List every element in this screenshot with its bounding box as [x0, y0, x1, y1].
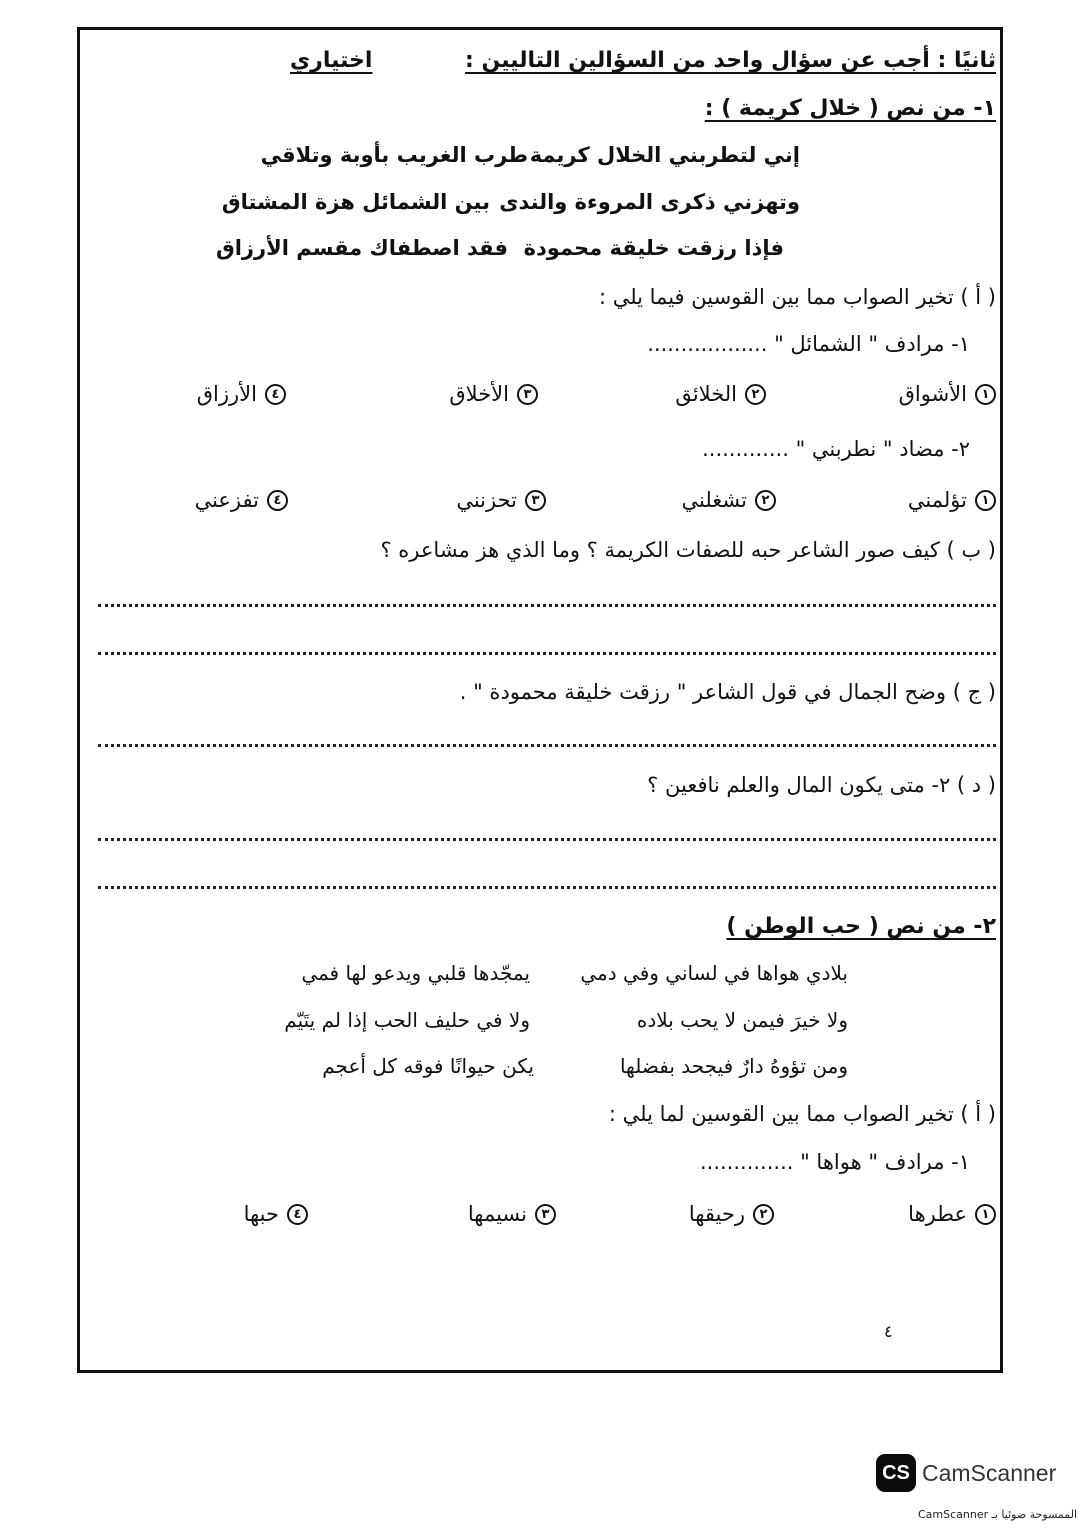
q1-option-1[interactable] — [899, 382, 996, 406]
option-text: الأخلاق — [449, 382, 509, 406]
q2-option-1[interactable] — [908, 488, 996, 512]
option-number: ٤ — [267, 490, 288, 511]
answer-line[interactable] — [98, 652, 996, 655]
option-number: ٣ — [525, 490, 546, 511]
option-number: ٢ — [753, 1204, 774, 1225]
option-number: ٣ — [535, 1204, 556, 1225]
option-text: رحيقها — [688, 1202, 745, 1226]
s2-verse2-first-half: ولا خيرَ فيمن لا يحب بلاده — [636, 1008, 848, 1032]
q2-option-2[interactable] — [681, 488, 776, 512]
q1-option-2[interactable] — [675, 382, 766, 406]
question-a-intro: ( أ ) تخير الصواب مما بين القوسين فيما يلي : — [598, 285, 996, 309]
question-b: ( ب ) كيف صور الشاعر حبه للصفات الكريمة ؟ وما الذي هز مشاعره ؟ — [380, 538, 996, 562]
option-number: ٢ — [755, 490, 776, 511]
option-text: تفزعني — [194, 488, 259, 512]
answer-line[interactable] — [98, 886, 996, 889]
question-c: ( ج ) وضح الجمال في قول الشاعر " رزقت خليقة محمودة " . — [459, 680, 996, 704]
s2-q1-option-4[interactable] — [244, 1202, 308, 1226]
s2-q1-option-3[interactable] — [468, 1202, 556, 1226]
option-number: ٤ — [265, 384, 286, 405]
option-text: الأرزاق — [196, 382, 257, 406]
option-text: نسيمها — [467, 1202, 527, 1226]
s2-verse3-second-half: يكن حيوانًا فوقه كل أعجم — [322, 1054, 534, 1078]
s2-question-a-intro: ( أ ) تخير الصواب مما بين القوسين لما يلي : — [608, 1102, 996, 1126]
option-number: ٢ — [745, 384, 766, 405]
s2-q1-option-1[interactable] — [908, 1202, 996, 1226]
option-text: الخلائق — [675, 382, 737, 406]
s2-verse2-second-half: ولا في حليف الحب إذا لم يتَيّم — [284, 1008, 530, 1032]
option-number: ١ — [975, 1204, 996, 1225]
verse1-second-half: طرب الغريب بأوبة وتلاقي — [260, 143, 528, 167]
answer-line[interactable] — [98, 838, 996, 841]
option-text: تحزنني — [456, 488, 517, 512]
option-text: تؤلمني — [907, 488, 967, 512]
question-a2: ٢- مضاد " نطربني " ............. — [702, 437, 970, 461]
section-title: ثانيًا : أجب عن سؤال واحد من السؤالين التاليين : — [465, 48, 996, 73]
option-text: حبها — [243, 1202, 279, 1226]
q1-option-4[interactable] — [197, 382, 286, 406]
question-a1: ١- مرادف " الشمائل " .................. — [647, 332, 970, 356]
page-number: ٤ — [884, 1322, 893, 1341]
s2-verse1-first-half: بلادي هواها في لساني وفي دمي — [580, 961, 848, 985]
s2-verse1-second-half: يمجّدها قلبي ويدعو لها فمي — [301, 961, 530, 985]
optional-label: اختياري — [290, 48, 373, 73]
camscanner-brand: CamScanner — [922, 1460, 1057, 1486]
option-number: ١ — [975, 384, 996, 405]
option-text: عطرها — [908, 1202, 967, 1226]
q2-option-3[interactable] — [456, 488, 546, 512]
option-text: الأشواق — [898, 382, 967, 406]
s2-q1-option-2[interactable] — [689, 1202, 774, 1226]
verse2-first-half: وتهزني ذكرى المروءة والندى — [499, 190, 800, 214]
section2-heading: ٢- من نص ( حب الوطن ) — [726, 914, 996, 939]
answer-line[interactable] — [98, 744, 996, 747]
question-d: ( د ) ٢- متى يكون المال والعلم نافعين ؟ — [647, 773, 996, 797]
verse3-second-half: فقد اصطفاك مقسم الأرزاق — [215, 236, 508, 260]
section1-heading: ١- من نص ( خلال كريمة ) : — [704, 96, 996, 121]
q1-option-3[interactable] — [449, 382, 538, 406]
option-number: ٤ — [287, 1204, 308, 1225]
option-number: ٣ — [517, 384, 538, 405]
s2-question-a1: ١- مرادف " هواها " .............. — [699, 1150, 970, 1174]
camscanner-tag: الممسوحة ضوئيا بـ CamScanner — [918, 1508, 1078, 1521]
option-number: ١ — [975, 490, 996, 511]
verse1-first-half: إني لتطربني الخلال كريمة — [529, 143, 800, 167]
answer-line[interactable] — [98, 604, 996, 607]
option-text: تشغلني — [681, 488, 747, 512]
s2-verse3-first-half: ومن تؤوهُ دارٌ فيجحد بفضلها — [619, 1054, 848, 1078]
q2-option-4[interactable] — [195, 488, 288, 512]
camscanner-logo-icon: CS — [876, 1454, 916, 1492]
verse2-second-half: بين الشمائل هزة المشتاق — [221, 190, 490, 214]
verse3-first-half: فإذا رزقت خليقة محمودة — [523, 236, 784, 260]
